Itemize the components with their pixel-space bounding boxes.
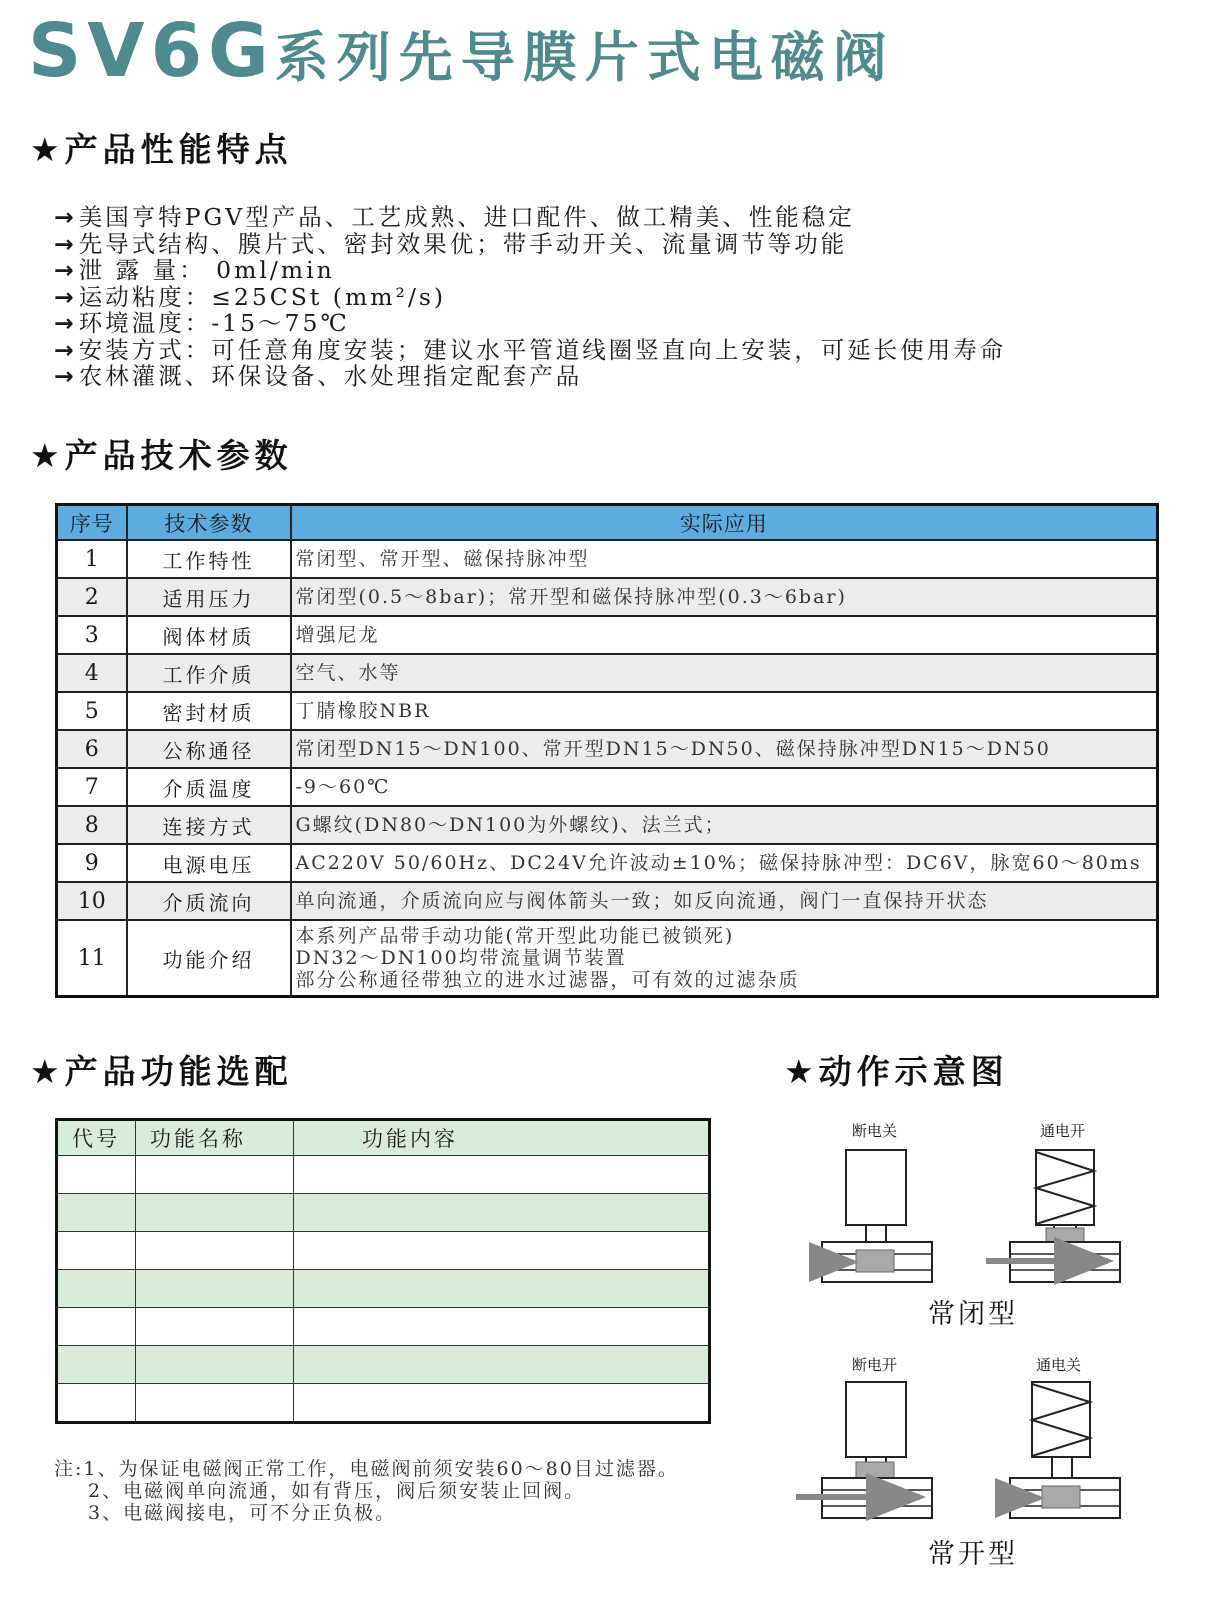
feature-item: → 安装方式：可任意角度安装；建议水平管道线圈竖直向上安装，可延长使用寿命 (54, 337, 1006, 364)
tech-row-no: 4 (57, 654, 127, 692)
nc-off-label: 断电关 (852, 1122, 898, 1140)
func-cell (294, 1384, 710, 1423)
tech-row-no: 1 (57, 540, 127, 578)
tech-row-value (291, 882, 1158, 920)
func-cell (136, 1308, 294, 1346)
tech-row-param: 工作介质 (127, 654, 291, 692)
tech-value-line: 本系列产品带手动功能(常开型此功能已被锁死) (295, 925, 735, 947)
func-cell (136, 1346, 294, 1384)
func-row (57, 1156, 710, 1194)
tech-value-line: G螺纹(DN80～DN100为外螺纹)、法兰式； (295, 814, 726, 836)
tech-value-line: -9～60℃ (295, 776, 391, 798)
tech-row (57, 654, 1158, 692)
func-cell (136, 1232, 294, 1270)
tech-row-value (291, 730, 1158, 768)
tech-row-param: 适用压力 (127, 578, 291, 616)
func-row (57, 1194, 710, 1232)
func-cell (57, 1308, 136, 1346)
function-option-table (55, 1118, 711, 1424)
title-name: 系列先导膜片式电磁阀 (274, 26, 895, 89)
func-row (57, 1270, 710, 1308)
tech-value-line: 部分公称通径带独立的进水过滤器，可有效的过滤杂质 (295, 969, 800, 991)
section-features-heading: ★产品性能特点 (30, 130, 293, 169)
func-cell (57, 1156, 136, 1194)
tech-parameter-table (55, 503, 1159, 998)
func-row (57, 1232, 710, 1270)
func-cell (57, 1270, 136, 1308)
func-cell (294, 1194, 710, 1232)
feature-item: → 农林灌溉、环保设备、水处理指定配套产品 (54, 363, 1006, 390)
nc-on-valve-figure (986, 1150, 1120, 1282)
tech-row-param: 连接方式 (127, 806, 291, 844)
tech-row-value (291, 540, 1158, 578)
feature-item: → 运动粘度：≤25CSt (mm²/s) (54, 284, 1006, 311)
func-row (57, 1346, 710, 1384)
tech-row-no: 10 (57, 882, 127, 920)
section-diagram-heading: ★动作示意图 (784, 1052, 1009, 1091)
func-cell (294, 1232, 710, 1270)
tech-value-line: 丁腈橡胶NBR (295, 700, 431, 722)
tech-header-no: 序号 (57, 505, 127, 541)
tech-row-value (291, 920, 1158, 997)
notes (54, 1458, 679, 1524)
func-header-code: 代号 (57, 1120, 136, 1156)
tech-row-param: 密封材质 (127, 692, 291, 730)
tech-row-value (291, 806, 1158, 844)
page-title (28, 8, 895, 94)
tech-header-param: 技术参数 (127, 505, 291, 541)
tech-row (57, 730, 1158, 768)
tech-value-line: 增强尼龙 (295, 624, 380, 646)
tech-row (57, 540, 1158, 578)
func-cell (136, 1270, 294, 1308)
tech-row (57, 616, 1158, 654)
func-cell (57, 1384, 136, 1423)
tech-row (57, 578, 1158, 616)
tech-row-param: 功能介绍 (127, 920, 291, 997)
tech-row-param: 工作特性 (127, 540, 291, 578)
tech-row-no: 3 (57, 616, 127, 654)
tech-row-param: 阀体材质 (127, 616, 291, 654)
tech-value-line: 空气、水等 (295, 662, 401, 684)
feature-list (54, 204, 1006, 390)
func-cell (294, 1308, 710, 1346)
func-cell (136, 1194, 294, 1232)
tech-value-line: AC220V 50/60Hz、DC24V允许波动±10%；磁保持脉冲型：DC6V，脉宽60～80ms (295, 852, 1142, 874)
tech-value-line: 常闭型DN15～DN100、常开型DN15～DN50、磁保持脉冲型DN15～DN50 (295, 738, 1051, 760)
no-on-label: 通电关 (1036, 1356, 1082, 1374)
func-header-name: 功能名称 (136, 1120, 294, 1156)
tech-value-line: DN32～DN100均带流量调节装置 (295, 947, 627, 969)
tech-row-value (291, 616, 1158, 654)
tech-row-param: 电源电压 (127, 844, 291, 882)
section-function-heading: ★产品功能选配 (30, 1052, 293, 1091)
no-caption: 常开型 (928, 1539, 1018, 1570)
note-item: 注:1、为保证电磁阀正常工作，电磁阀前须安装60～80目过滤器。 (54, 1458, 679, 1480)
title-model: SV6G (28, 8, 275, 94)
tech-row-value (291, 768, 1158, 806)
tech-row (57, 692, 1158, 730)
normally-open-diagram (790, 1374, 1140, 1524)
tech-row-no: 7 (57, 768, 127, 806)
func-cell (294, 1346, 710, 1384)
tech-row-no: 9 (57, 844, 127, 882)
func-cell (294, 1270, 710, 1308)
feature-item: → 先导式结构、膜片式、密封效果优；带手动开关、流量调节等功能 (54, 231, 1006, 258)
func-header-content: 功能内容 (294, 1120, 710, 1156)
no-on-valve-figure (998, 1382, 1120, 1518)
tech-value-line: 常闭型、常开型、磁保持脉冲型 (295, 548, 590, 570)
tech-row (57, 768, 1158, 806)
feature-item: → 泄 露 量： 0ml/min (54, 257, 1006, 284)
no-off-valve-figure (796, 1382, 932, 1518)
tech-row-no: 5 (57, 692, 127, 730)
tech-value-line: 单向流通，介质流向应与阀体箭头一致；如反向流通，阀门一直保持开状态 (295, 890, 989, 912)
tech-row-no: 6 (57, 730, 127, 768)
tech-row-param: 介质流向 (127, 882, 291, 920)
tech-header-value: 实际应用 (291, 505, 1158, 541)
tech-row-value (291, 692, 1158, 730)
normally-closed-diagram (800, 1140, 1140, 1290)
tech-row-no: 11 (57, 920, 127, 997)
nc-caption: 常闭型 (928, 1299, 1018, 1330)
func-cell (57, 1232, 136, 1270)
func-row (57, 1384, 710, 1423)
tech-row-value (291, 654, 1158, 692)
note-item: 3、电磁阀接电，可不分正负极。 (88, 1502, 397, 1524)
tech-row-value (291, 844, 1158, 882)
func-cell (136, 1156, 294, 1194)
tech-value-line: 常闭型(0.5～8bar)；常开型和磁保持脉冲型(0.3～6bar) (295, 586, 847, 608)
feature-item: → 环境温度：-15～75℃ (54, 310, 1006, 337)
tech-row-value (291, 578, 1158, 616)
func-cell (57, 1346, 136, 1384)
func-cell (294, 1156, 710, 1194)
tech-row (57, 844, 1158, 882)
tech-row (57, 882, 1158, 920)
func-cell (57, 1194, 136, 1232)
func-cell (136, 1384, 294, 1423)
tech-row-param: 公称通径 (127, 730, 291, 768)
tech-row-no: 8 (57, 806, 127, 844)
tech-row (57, 806, 1158, 844)
nc-on-label: 通电开 (1040, 1122, 1086, 1140)
feature-item: → 美国亨特PGV型产品、工艺成熟、进口配件、做工精美、性能稳定 (54, 204, 1006, 231)
note-item: 2、电磁阀单向流通，如有背压，阀后须安装止回阀。 (88, 1480, 586, 1502)
tech-row-param: 介质温度 (127, 768, 291, 806)
tech-row (57, 920, 1158, 997)
section-tech-heading: ★产品技术参数 (30, 436, 293, 475)
nc-off-valve-figure (810, 1150, 932, 1282)
no-off-label: 断电开 (852, 1356, 898, 1374)
tech-row-no: 2 (57, 578, 127, 616)
func-row (57, 1308, 710, 1346)
